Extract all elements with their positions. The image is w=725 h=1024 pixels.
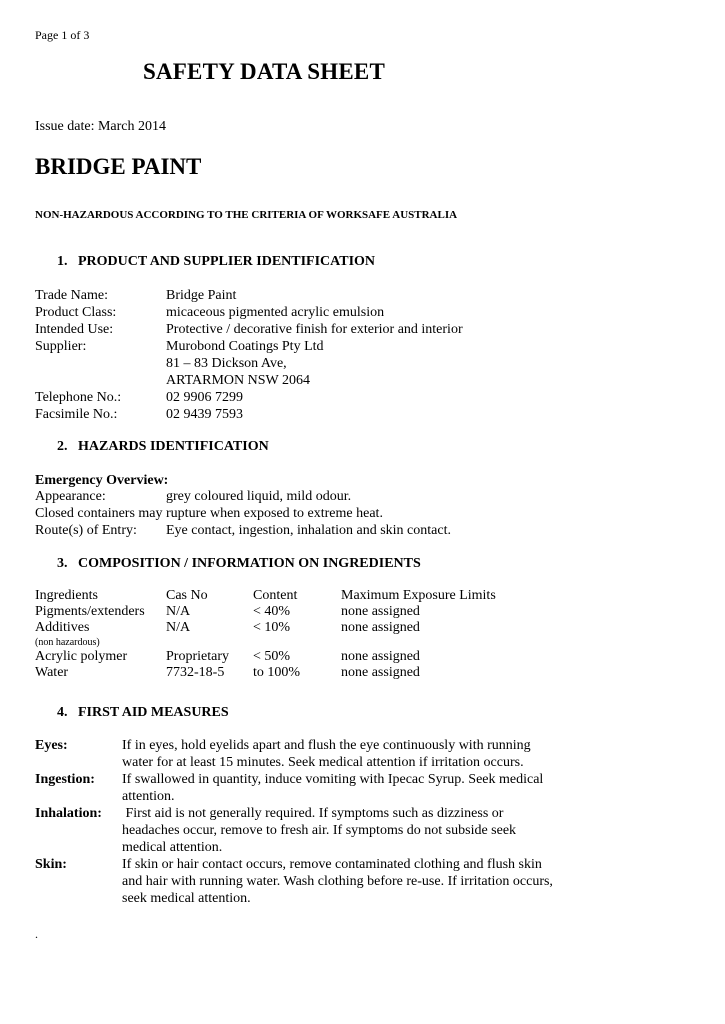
field-label: Trade Name: — [35, 288, 108, 303]
limit-cell: none assigned — [341, 620, 420, 635]
content-cell: to 100% — [253, 665, 301, 680]
first-aid-eyes — [35, 737, 555, 771]
content-cell: < 40% — [253, 604, 291, 619]
field-value: 02 9439 7593 — [166, 407, 243, 422]
facsimile-row — [35, 406, 685, 423]
identification-block — [35, 287, 685, 423]
field-label: Intended Use: — [35, 322, 114, 337]
column-header: Cas No — [166, 588, 208, 603]
first-aid-ingestion — [35, 771, 555, 805]
hazards-block — [35, 488, 451, 539]
first-aid-text: If swallowed in quantity, induce vomiting with Ipecac Syrup. Seek medical attention. — [122, 772, 544, 804]
table-header-row — [35, 588, 496, 604]
field-value: 02 9906 7299 — [166, 390, 243, 405]
first-aid-label: Inhalation: — [35, 806, 102, 821]
cas-cell: Proprietary — [166, 649, 229, 664]
field-value: Closed containers may rupture when exposed to extreme heat. — [35, 506, 383, 521]
field-label: Supplier: — [35, 339, 87, 354]
first-aid-label: Skin: — [35, 857, 67, 872]
content-cell: < 10% — [253, 620, 291, 635]
section-1-heading — [57, 253, 375, 270]
page-number: Page 1 of 3 — [35, 28, 90, 42]
column-header: Maximum Exposure Limits — [341, 588, 496, 603]
column-header: Ingredients — [35, 588, 98, 603]
product-class-row — [35, 304, 685, 321]
field-value: Eye contact, ingestion, inhalation and skin contact. — [166, 523, 451, 538]
cas-cell: N/A — [166, 620, 191, 635]
first-aid-text: If in eyes, hold eyelids apart and flush the eye continuously with running water for at least 15 minutes. Seek medical attention if irritation occurs. — [122, 738, 531, 770]
ingredient-cell — [35, 620, 166, 649]
cas-cell: 7732-18-5 — [166, 665, 225, 680]
first-aid-inhalation — [35, 805, 555, 856]
supplier-address-row — [35, 355, 685, 372]
composition-table — [35, 588, 496, 681]
closed-containers-row — [35, 505, 451, 522]
cas-cell: N/A — [166, 604, 191, 619]
column-header: Content — [253, 588, 298, 603]
ingredient-cell: Acrylic polymer — [35, 649, 128, 664]
hazard-classification: NON-HAZARDOUS ACCORDING TO THE CRITERIA OF WORKSAFE AUSTRALIA — [35, 209, 458, 221]
section-number: 4. — [57, 705, 68, 720]
intended-use-row — [35, 321, 685, 338]
emergency-overview-title: Emergency Overview: — [35, 473, 169, 488]
section-title: FIRST AID MEASURES — [78, 705, 229, 720]
telephone-row — [35, 389, 685, 406]
product-name: BRIDGE PAINT — [35, 154, 202, 179]
content-cell: < 50% — [253, 649, 291, 664]
first-aid-label: Ingestion: — [35, 772, 95, 787]
supplier-address-row — [35, 372, 685, 389]
section-number: 2. — [57, 439, 68, 454]
first-aid-skin — [35, 856, 555, 907]
section-title: COMPOSITION / INFORMATION ON INGREDIENTS — [78, 556, 421, 571]
ingredient-name: Additives — [35, 620, 90, 635]
limit-cell: none assigned — [341, 649, 420, 664]
appearance-row — [35, 488, 451, 505]
footer-mark: . — [35, 927, 38, 941]
first-aid-text: If skin or hair contact occurs, remove contaminated clothing and flush skin and hair with running water. Wash clothing before re-use. If irritation occurs, seek medical attention. — [122, 857, 553, 906]
field-label: Appearance: — [35, 489, 106, 504]
first-aid-text: First aid is not generally required. If symptoms such as dizziness or headaches occur, remove to fresh air. If symptoms do not subside seek medical attention. — [122, 806, 520, 855]
table-row — [35, 604, 496, 620]
route-of-entry-row — [35, 522, 451, 539]
section-number: 1. — [57, 254, 68, 269]
field-value: Bridge Paint — [166, 288, 237, 303]
field-value: micaceous pigmented acrylic emulsion — [166, 305, 385, 320]
limit-cell: none assigned — [341, 604, 420, 619]
field-label: Product Class: — [35, 305, 117, 320]
section-3-heading — [57, 555, 421, 572]
field-value: 81 – 83 Dickson Ave, — [166, 356, 287, 371]
first-aid-block — [35, 737, 555, 907]
field-label: Facsimile No.: — [35, 407, 118, 422]
issue-date: Issue date: March 2014 — [35, 119, 167, 134]
field-value: Murobond Coatings Pty Ltd — [166, 339, 324, 354]
limit-cell: none assigned — [341, 665, 420, 680]
section-title: HAZARDS IDENTIFICATION — [78, 439, 269, 454]
field-label: Route(s) of Entry: — [35, 523, 137, 538]
table-row — [35, 665, 496, 681]
field-label: Telephone No.: — [35, 390, 122, 405]
section-number: 3. — [57, 556, 68, 571]
supplier-row — [35, 338, 685, 355]
ingredient-cell: Pigments/extenders — [35, 604, 145, 619]
section-title: PRODUCT AND SUPPLIER IDENTIFICATION — [78, 254, 376, 269]
field-value: Protective / decorative finish for exterior and interior — [166, 322, 463, 337]
ingredient-cell: Water — [35, 665, 69, 680]
section-4-heading — [57, 704, 229, 721]
trade-name-row — [35, 287, 685, 304]
section-2-heading — [57, 438, 269, 455]
table-row — [35, 620, 496, 649]
field-value: ARTARMON NSW 2064 — [166, 373, 311, 388]
first-aid-label: Eyes: — [35, 738, 68, 753]
ingredient-note: (non hazardous) — [35, 637, 100, 648]
table-row — [35, 649, 496, 665]
field-value: grey coloured liquid, mild odour. — [166, 489, 352, 504]
document-title: SAFETY DATA SHEET — [143, 59, 385, 84]
